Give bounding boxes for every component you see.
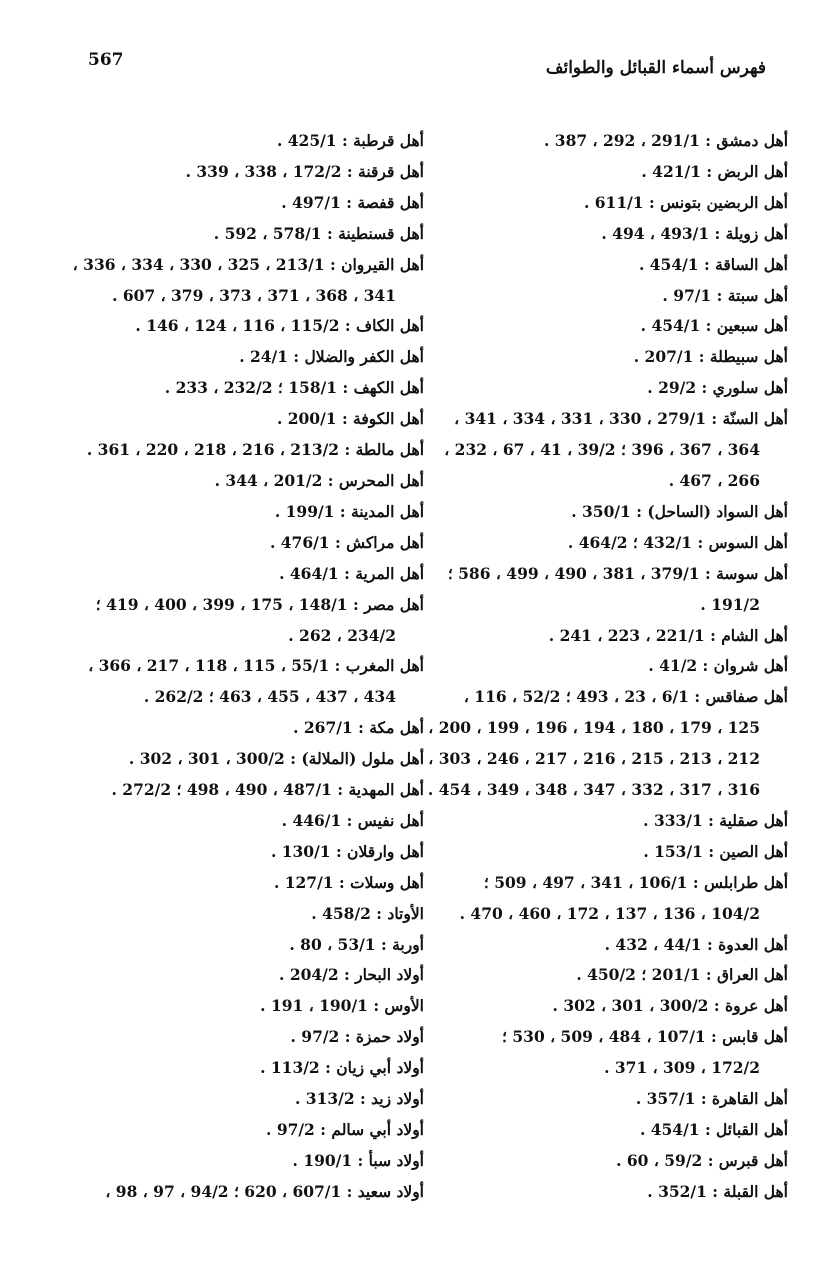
index-line-continued: 104/2 ، 136 ، 137 ، 172 ، 460 ، 470 . [459, 903, 760, 923]
index-line: أهل الساقة : 454/1 . [638, 254, 788, 274]
index-line: أهل قابس : 107/1 ، 484 ، 509 ، 530 ؛ [502, 1027, 788, 1047]
index-line: أهل الكوفة : 200/1 . [276, 409, 424, 429]
index-line: أهل شروان : 41/2 . [648, 656, 788, 676]
running-head: فهرس أسماء القبائل والطوائف [545, 58, 766, 78]
index-column-right [427, 126, 788, 1208]
index-line: أهل القبلة : 352/1 . [647, 1181, 788, 1201]
index-line: أهل مكة : 267/1 . [293, 718, 424, 738]
index-line: أهل دمشق : 291/1 ، 292 ، 387 . [543, 131, 788, 150]
index-line: أهل الكفر والضلال : 24/1 . [239, 347, 424, 367]
index-line: أهل عروة : 300/2 ، 301 ، 302 . [552, 996, 788, 1016]
index-line: أهل صقلية : 333/1 . [643, 810, 788, 830]
index-line: أهل قبرس : 59/2 ، 60 . [616, 1150, 788, 1170]
index-line: أهل قسنطينة : 578/1 ، 592 . [213, 223, 424, 243]
index-line: أهل مالطة : 213/2 ، 216 ، 218 ، 220 ، 361 . [86, 440, 424, 460]
index-line: أولاد البحار : 204/2 . [279, 965, 424, 985]
index-line: أهل صفاقس : 6/1 ، 23 ، 493 ؛ 52/2 ، 116 ، [463, 687, 788, 707]
index-line: أهل سبعين : 454/1 . [640, 316, 788, 336]
index-line: أولاد زيد : 313/2 . [295, 1089, 424, 1109]
index-line: أهل سلوري : 29/2 . [647, 378, 788, 398]
index-line: الأوس : 190/1 ، 191 . [260, 996, 424, 1016]
index-line-continued: 125 ، 179 ، 180 ، 194 ، 196 ، 199 ، 200 ، [428, 718, 760, 738]
index-line: أهل الصين : 153/1 . [643, 841, 788, 861]
index-line: أهل الشام : 221/1 ، 223 ، 241 . [548, 625, 788, 645]
index-line: أهل وسلات : 127/1 . [273, 872, 424, 892]
index-line: أوربة : 53/1 ، 80 . [289, 934, 424, 954]
index-line: أهل سوسة : 379/1 ، 381 ، 490 ، 499 ، 586 ؛ [447, 563, 788, 583]
index-line: أهل ملول (الملالة) : 300/2 ، 301 ، 302 . [128, 749, 424, 769]
index-line: أولاد سبأ : 190/1 . [292, 1150, 424, 1170]
index-line: أهل القبائل : 454/1 . [639, 1120, 788, 1139]
index-line-continued: 341 ، 368 ، 371 ، 373 ، 379 ، 607 . [112, 285, 396, 305]
index-line: أهل سبيطلة : 207/1 . [633, 347, 788, 367]
index-line: أهل المغرب : 55/1 ، 115 ، 118 ، 217 ، 366 ، [88, 656, 424, 676]
index-line: أهل العدوة : 44/1 ، 432 . [604, 934, 788, 954]
index-line: أولاد حمزة : 97/2 . [290, 1027, 424, 1047]
index-line: أولاد أبي سالم : 97/2 . [266, 1120, 424, 1139]
index-line: أهل قرقنة : 172/2 ، 338 ، 339 . [185, 161, 424, 181]
index-line: أهل قفصة : 497/1 . [281, 192, 424, 212]
index-line: أهل الكهف : 158/1 ؛ 232/2 ، 233 . [164, 378, 424, 398]
index-line-continued: 172/2 ، 309 ، 371 . [604, 1058, 760, 1078]
index-line: أهل الربضين بتونس : 611/1 . [583, 192, 788, 212]
index-line: أهل السوس : 432/1 ؛ 464/2 . [567, 532, 788, 552]
index-line: أهل سبتة : 97/1 . [662, 285, 788, 305]
index-line: أولاد سعيد : 607/1 ، 620 ؛ 94/2 ، 97 ، 98 ، [105, 1181, 424, 1201]
index-line: أهل قرطبة : 425/1 . [276, 131, 424, 150]
index-line: أهل السواد (الساحل) : 350/1 . [571, 501, 788, 521]
page-number: 567 [88, 50, 124, 70]
index-line: أهل القاهرة : 357/1 . [635, 1089, 788, 1109]
index-line: أهل المرية : 464/1 . [279, 563, 424, 583]
index-line: أهل القيروان : 213/1 ، 325 ، 330 ، 334 ، 336 ، [72, 254, 424, 274]
index-line: أهل زويلة : 493/1 ، 494 . [601, 223, 788, 243]
index-line: أهل المدينة : 199/1 . [274, 501, 424, 521]
index-line-continued: 234/2 ، 262 . [288, 625, 396, 645]
index-line: أهل نفيس : 446/1 . [281, 810, 424, 830]
index-line: أهل المهدية : 487/1 ، 490 ، 498 ؛ 272/2 . [111, 780, 424, 800]
index-column-left [72, 126, 424, 1208]
index-line-continued: 212 ، 213 ، 215 ، 216 ، 217 ، 246 ، 303 ، [428, 749, 760, 769]
index-line-continued: 434 ، 437 ، 455 ، 463 ؛ 262/2 . [143, 687, 396, 707]
index-line: أهل الربض : 421/1 . [641, 161, 788, 181]
index-line: أهل وارقلان : 130/1 . [270, 841, 424, 861]
index-line: أهل السنّة : 279/1 ، 330 ، 331 ، 334 ، 341 ، [454, 409, 788, 429]
index-line: الأوتاد : 458/2 . [311, 903, 424, 923]
index-line: أهل العراق : 201/1 ؛ 450/2 . [576, 965, 788, 985]
index-line: أهل طرابلس : 106/1 ، 341 ، 497 ، 509 ؛ [483, 872, 788, 892]
index-line: أهل مصر : 148/1 ، 175 ، 399 ، 400 ، 419 ؛ [95, 594, 424, 614]
index-line: أهل مراكش : 476/1 . [269, 532, 424, 552]
index-line: أهل المحرس : 201/2 ، 344 . [214, 470, 424, 490]
index-line-continued: 191/2 . [700, 594, 760, 614]
index-line: أهل الكاف : 115/2 ، 116 ، 124 ، 146 . [135, 316, 424, 336]
index-line: أولاد أبي زيان : 113/2 . [260, 1058, 424, 1078]
index-line-continued: 266 ، 467 . [668, 470, 760, 490]
index-line-continued: 364 ، 367 ، 396 ؛ 39/2 ، 41 ، 67 ، 232 ، [444, 440, 760, 460]
index-line-continued: 316 ، 317 ، 332 ، 347 ، 348 ، 349 ، 454 . [427, 780, 760, 800]
